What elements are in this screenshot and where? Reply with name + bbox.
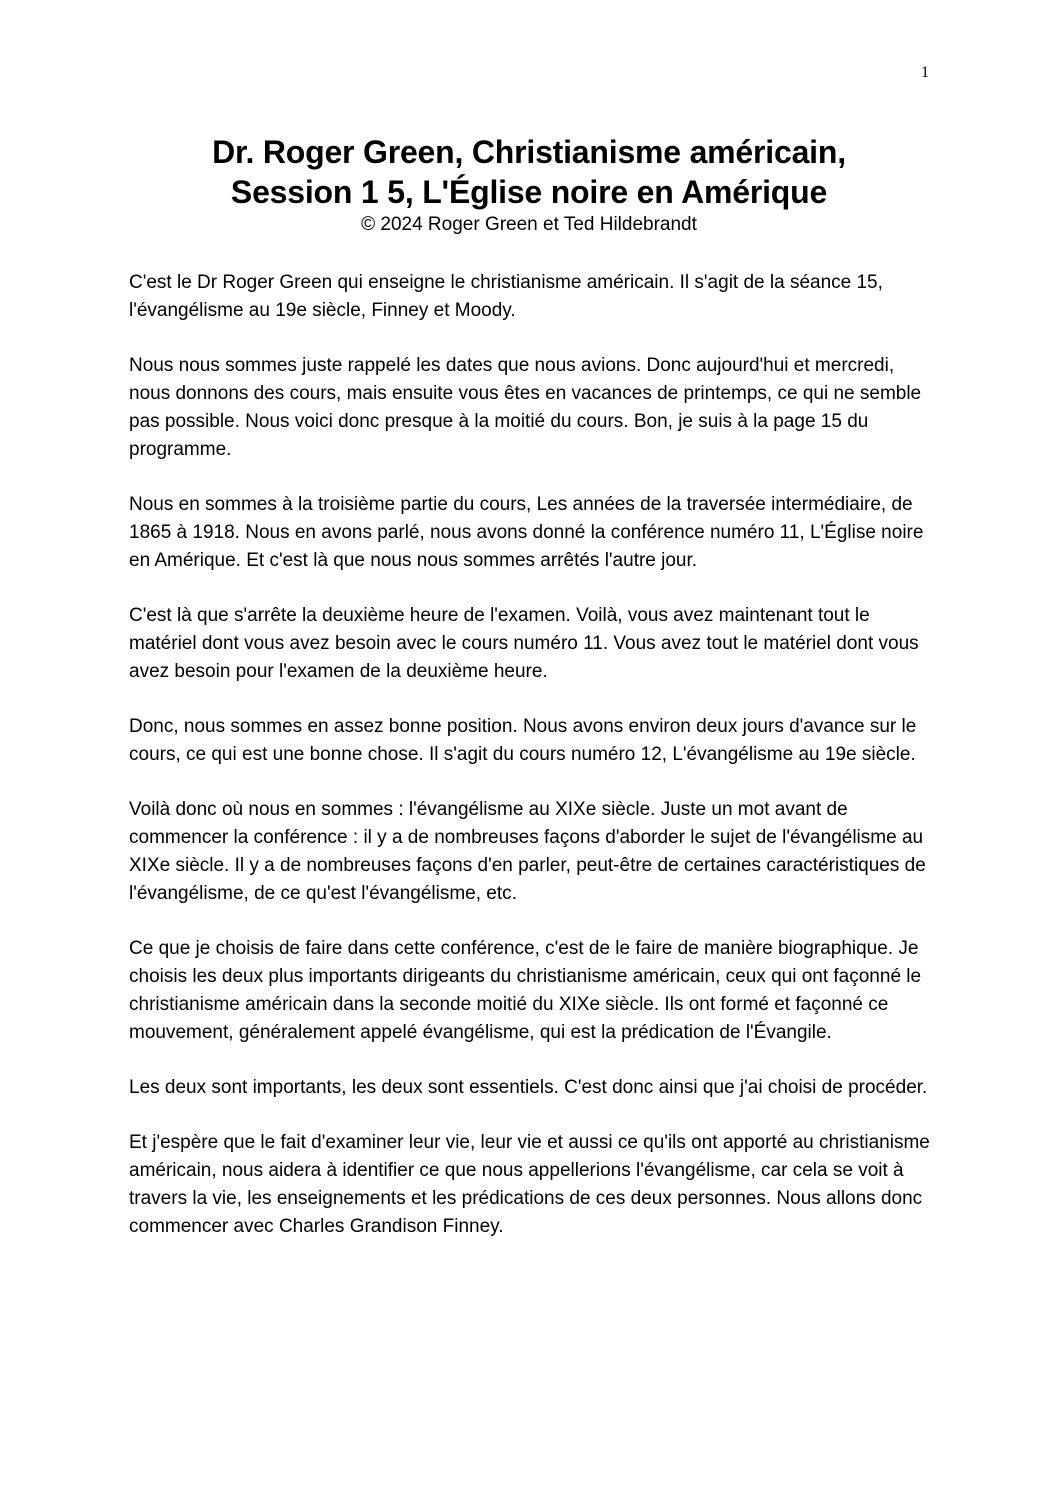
paragraph-4: C'est là que s'arrête la deuxième heure de l'examen. Voilà, vous avez maintenant tout le matériel dont vous avez besoin avec le cours numéro 11. Vous avez tout le matériel dont vous avez besoin pour l'examen de la deuxième heure.	[129, 605, 919, 682]
document-header	[0, 132, 1058, 238]
document-title-line-2: Session 1 5, L'Église noire en Amérique	[230, 174, 828, 210]
paragraph-7: Ce que je choisis de faire dans cette conférence, c'est de le faire de manière biographique. Je choisis les deux plus importants dirigeants du christianisme américain, ceux qui ont façonné le christianisme américain dans la seconde moitié du XIXe siècle. Ils ont formé et façonné ce mouvement, généralement appelé évangélisme, qui est la prédication de l'Évangile.	[129, 938, 922, 1043]
document-body	[129, 269, 935, 1268]
paragraph-9: Et j'espère que le fait d'examiner leur vie, leur vie et aussi ce qu'ils ont apporté au christianisme américain, nous aidera à identifier ce que nous appellerions l'évangélisme, car cela se voit à travers la vie, les enseignements et les prédications de ces deux personnes. Nous allons donc commencer avec Charles Grandison Finney.	[129, 1132, 930, 1237]
paragraph-3: Nous en sommes à la troisième partie du cours, Les années de la traversée intermédiaire, de 1865 à 1918. Nous en avons parlé, nous avons donné la conférence numéro 11, L'Église noire en Amérique. Et c'est là que nous nous sommes arrêtés l'autre jour.	[129, 494, 924, 571]
paragraph-1: C'est le Dr Roger Green qui enseigne le christianisme américain. Il s'agit de la séance 15, l'évangélisme au 19e siècle, Finney et Moody.	[129, 272, 883, 321]
paragraph-2: Nous nous sommes juste rappelé les dates que nous avions. Donc aujourd'hui et mercredi, nous donnons des cours, mais ensuite vous êtes en vacances de printemps, ce qui ne semble pas possible. Nous voici donc presque à la moitié du cours. Bon, je suis à la page 15 du programme.	[129, 355, 922, 460]
page-number: 1	[921, 64, 929, 81]
paragraph-5: Donc, nous sommes en assez bonne position. Nous avons environ deux jours d'avance sur le cours, ce qui est une bonne chose. Il s'agit du cours numéro 12, L'évangélisme au 19e siècle.	[129, 716, 917, 765]
document-title-line-1: Dr. Roger Green, Christianisme américain,	[212, 134, 846, 170]
paragraph-8: Les deux sont importants, les deux sont essentiels. C'est donc ainsi que j'ai choisi de procéder.	[129, 1077, 928, 1098]
copyright-notice: © 2024 Roger Green et Ted Hildebrandt	[361, 214, 697, 235]
paragraph-6: Voilà donc où nous en sommes : l'évangélisme au XIXe siècle. Juste un mot avant de commencer la conférence : il y a de nombreuses façons d'aborder le sujet de l'évangélisme au XIXe siècle. Il y a de nombreuses façons d'en parler, peut-être de certaines caractéristiques de l'évangélisme, de ce qu'est l'évangélisme, etc.	[129, 799, 926, 904]
